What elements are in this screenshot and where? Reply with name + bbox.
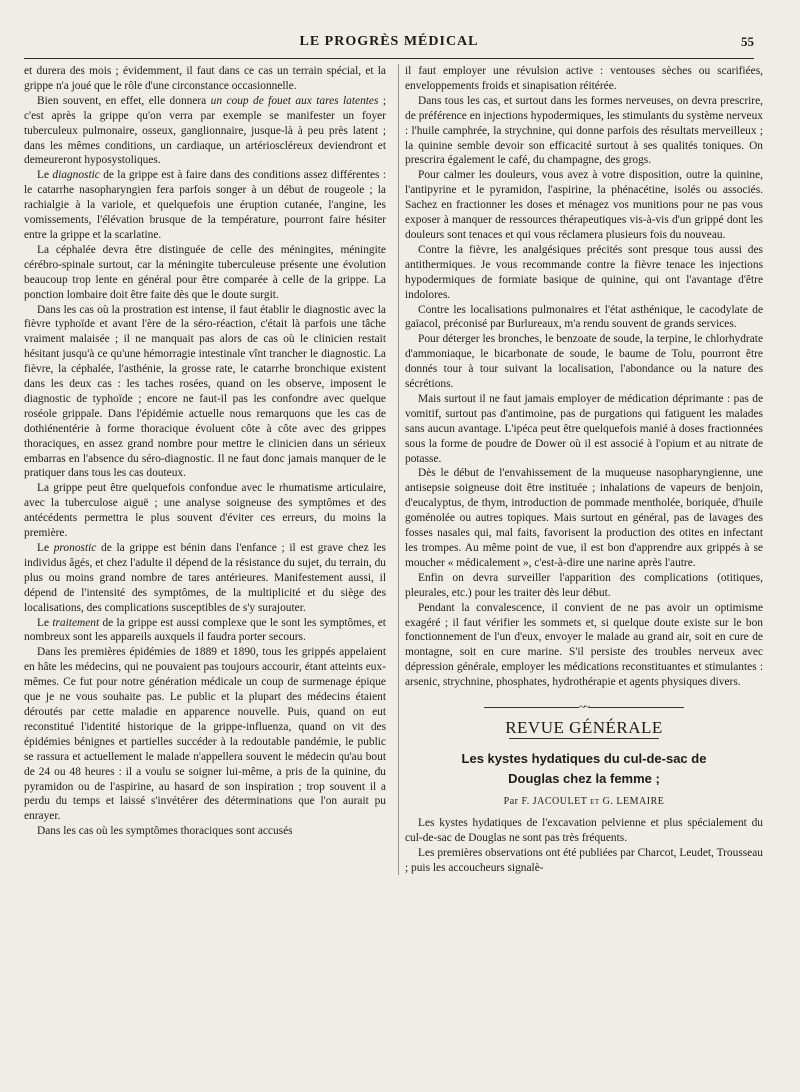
- paragraph: La céphalée devra être distinguée de celle des méningites, méningite cérébro-spinale surtout, car la méningite tuberculeuse présente une évolution beaucoup trop lente en général pour être comparée à celle de la grippe. La ponction lombaire doit être faite dès que le doute surgit.: [24, 243, 386, 301]
- article-byline: Par F. JACOULET et G. LEMAIRE: [503, 795, 665, 807]
- section-title: REVUE GÉNÉRALE: [505, 717, 663, 737]
- paragraph: Le diagnostic de la grippe est à faire dans des conditions assez différentes : le catarrhe nasopharyngien fera parfois songer à un début de rougeole ; la rachialgie à la variole, et quelquefois une éruption cutanée, l'angine, les vomissements, l'élévation brusque de la température, pourront faire hésiter entre la grippe et la scarlatine.: [24, 169, 386, 241]
- right-column: [398, 64, 763, 875]
- left-column: [24, 64, 386, 839]
- paragraph: Contre les localisations pulmonaires et l'état asthénique, le cacodylate de gaïacol, préconisé par Burlureaux, m'a rendu souvent de grands services.: [405, 303, 763, 331]
- paragraph: il faut employer une révulsion active : ventouses sèches ou scarifiées, enveloppements froids et sinapisation réitérée.: [405, 65, 763, 92]
- journal-title: LE PROGRÈS MÉDICAL: [299, 34, 479, 49]
- page-header: [24, 28, 754, 59]
- paragraph: Dans tous les cas, et surtout dans les formes nerveuses, on devra prescrire, de préférence en injections hypodermiques, les stimulants du système nerveux : l'huile camphrée, la strychnine, qui donne parfois des résultats merveilleux ; la quinine semble devoir son efficacité surtout à ses qualités toniques. On prescrira également le café, du champagne, des grogs.: [405, 94, 763, 167]
- paragraph: Mais surtout il ne faut jamais employer de médication déprimante : pas de vomitif, surtout pas d'antimoine, pas de purgations qui fatiguent les malades sans aucun avantage. L'ipéca peut être quelquefois manié à doses fractionnées sous la forme de poudre de Dower où il est associé à l'opium et au nitrate de potasse.: [405, 392, 763, 465]
- authors: F. JACOULET et G. LEMAIRE: [521, 795, 665, 807]
- paragraph: La grippe peut être quelquefois confondue avec le rhumatisme articulaire, avec la tuberculose aiguë ; une analyse soigneuse des symptômes et des antécédents permettra le plus souvent d'éviter ces erreurs, du moins la première.: [24, 482, 386, 540]
- paragraph: Pour calmer les douleurs, vous avez à votre disposition, outre la quinine, l'antipyrine et le pyramidon, l'aspirine, la phénacétine, isolés ou associés. Sachez en fractionner les doses et ménagez vos munitions pour ne pas vous exposer à manquer de ressources thérapeutiques vis-à-vis d'un grippé dont les douleurs sont tenaces et qui vous réclamera plusieurs fois du nouveau.: [405, 169, 763, 241]
- paragraph: Le pronostic de la grippe est bénin dans l'enfance ; il est grave chez les individus âgés, et chez l'adulte il dépend de la résistance du sujet, du terrain, du plus ou moins grand nombre de tares antérieures. Manifestement aussi, il dépend de l'intensité des symptômes, de la multiplicité et du siège des localisations, des complications susceptibles de s'y surajouter.: [24, 542, 386, 614]
- emphasis: diagnostic: [52, 169, 100, 182]
- paragraph: et durera des mois ; évidemment, il faut dans ce cas un terrain spécial, et la grippe n'a joué que le rôle d'une circonstance occasionnelle.: [24, 65, 386, 92]
- paragraph: Dès le début de l'envahissement de la muqueuse nasopharyngienne, une antisepsie soigneuse doit être instituée ; inhalations de vapeurs de benjoin, d'eucalyptus, de thym, introduction de pommade mentholée, boriquée, d'huile goménolée ou autres topiques. Mais surtout en général, pas de lavages des fosses nasales qui, mal faits, favorisent la production des otites en infectant les trompes. Au même point de vue, il est bon d'apprendre aux grippés à se moucher « médicalement », c'est-à-dire une narine après l'autre.: [405, 467, 763, 569]
- paragraph: Contre la fièvre, les analgésiques précités sont presque tous aussi des antithermiques. Je vous recommande contre la fièvre tenace les injections hypodermiques de formiate basique de quinine, qui ont l'avantage d'être indolores.: [405, 243, 763, 301]
- emphasis: un coup de fouet aux tares latentes: [210, 94, 379, 107]
- paragraph: Pendant la convalescence, il convient de ne pas avoir un optimisme exagéré ; il faut vérifier les sommets et, si quelque doute existe sur le bon fonctionnement de l'un d'eux, envoyer le malade au grand air, soit en cure de montagne, soit en cure marine. S'il persiste des troubles nerveux avec dépression générale, employer les médications reconstituantes et stimulantes : arsenic, strychnine, phosphates, hydrothérapie et agents physiques divers.: [405, 601, 763, 689]
- paragraph: Bien souvent, en effet, elle donnera un coup de fouet aux tares latentes ; c'est après la grippe qu'on verra par exemple se manifester un foyer tuberculeux pulmonaire, osseux, ganglionnaire, jusque-là à peu près latent ; dans les mêmes conditions, un cardiaque, un artérioscléreux deviendront et demeureront hyposystoliques.: [24, 94, 386, 167]
- paragraph: Dans les cas où la prostration est intense, il faut établir le diagnostic avec la fièvre typhoïde et avant l'ère de la séro-réaction, c'était là parfois une tâche vraiment malaisée ; il ne manquait pas alors de cas où le clinicien restait hésitant jusqu'à ce qu'une hémorragie intestinale vînt trancher le diagnostic. La fièvre, la céphalée, l'asthénie, la grosse rate, le catarrhe bronchique existent dans les deux cas : les taches rosées, quand on les observe, imposent le diagnostic de typhoïde ; encore ne faut-il pas les confondre avec quelque roséole grippale. Dans l'épidémie actuelle nous remarquons que les cas de dothiénentérie à forme thoracique évoluent côte à côte avec des grippes thoraciques, en assez grand nombre pour mettre le clinicien dans un sérieux embarras en l'absence du séro-diagnostic. Il ne faut donc jamais manquer de le pratiquer dans tous les cas douteux.: [24, 303, 386, 480]
- paragraph: Dans les cas où les symptômes thoraciques sont accusés: [37, 825, 293, 838]
- emphasis: traitement: [52, 616, 100, 629]
- emphasis: pronostic: [53, 542, 97, 554]
- paragraph: Les kystes hydatiques de l'excavation pelvienne et plus spécialement du cul-de-sac de Douglas ne sont pas très fréquents.: [405, 816, 763, 844]
- paragraph: Les premières observations ont été publiées par Charcot, Leudet, Trousseau ; puis les accoucheurs signalè-: [405, 846, 763, 874]
- paragraph: Pour déterger les bronches, le benzoate de soude, la terpine, le chlorhydrate d'ammoniaque, le bicarbonate de soude, le baume de Tolu, pourront être donnés tour à tour suivant la localisation, l'abondance ou la nature des sécrétions.: [405, 333, 763, 391]
- paragraph: Enfin on devra surveiller l'apparition des complications (otitiques, pleurales, etc.) pour les traiter dès leur début.: [405, 571, 763, 599]
- section-divider-ornament: ~~: [405, 700, 763, 715]
- article-title: Les kystes hydatiques du cul-de-sac de Douglas chez la femme ;: [461, 750, 707, 786]
- paragraph: Le traitement de la grippe est aussi complexe que le sont les symptômes, et nombreux sont les appareils auxquels il faudra porter secours.: [24, 616, 386, 644]
- paragraph: Dans les premières épidémies de 1889 et 1890, tous les grippés appelaient en hâte les médecins, qui ne pouvaient pas toujours accourir, étant atteints eux-mêmes. Ce fut pour notre génération médicale un coup de surmenage épique que je ne vous souhaite pas. Le public et la plupart des médecins étaient déroutés par cette maladie en apparence nouvelle. Puis, quand on eut reconstitué l'identité historique de la grippe-influenza, quand on vit des épidémies bénignes et partielles succéder à la redoutable pandémie, le public se rassura et actuellement le malade n'appellera souvent le médecin qu'au bout de 24 ou 48 heures : il a voulu se soigner lui-même, a pris de la quinine, du pyramidon ou de l'aspirine, au hasard de son inspiration ; trop souvent il a perdu du temps et laissé s'invétérer des déterminations que l'on aurait pu enrayer.: [24, 646, 386, 823]
- page-number: 55: [741, 34, 754, 49]
